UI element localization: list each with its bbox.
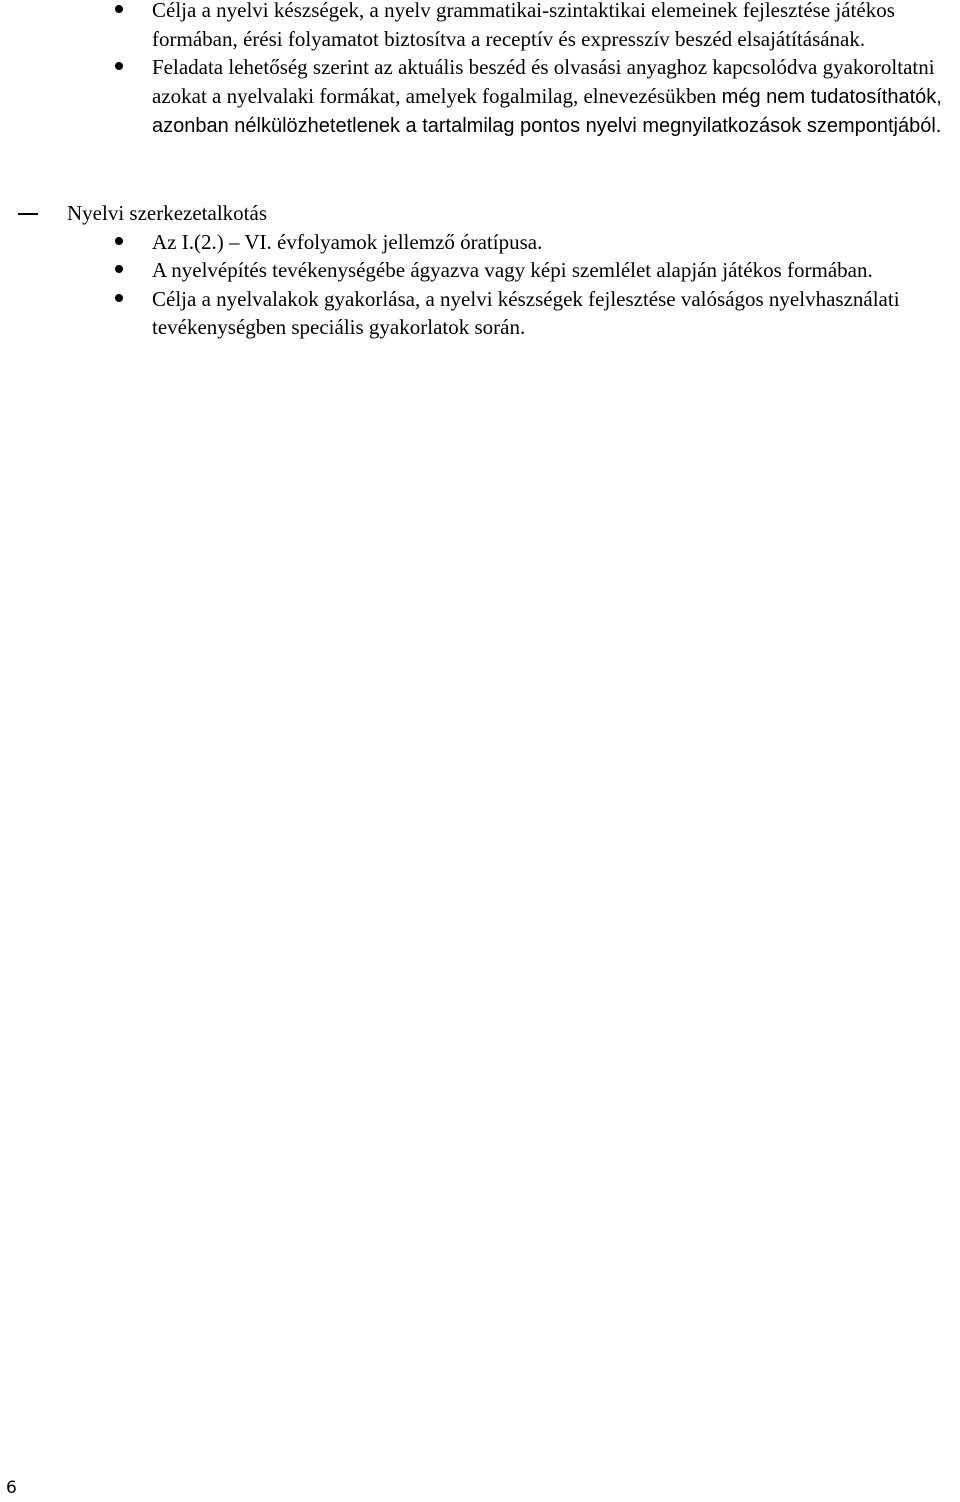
top-bullet-list (0, 0, 942, 141)
list-item-text: Célja a nyelvi készségek, a nyelv grammatikai-szintaktikai elemeinek fejlesztése játékos formában, érési folyamatot biztosítva a receptív és expresszív beszéd elsajátításának. (152, 0, 895, 51)
page-number: 6 (6, 1478, 17, 1498)
section-nyelvi-szerkezetalkotas (0, 199, 942, 342)
list-item-text-continued: még nem tudatosíthatók, azonban nélkülözhetetlenek a tartalmilag pontos nyelvi megnyilatkozások szempontjából. (152, 85, 942, 137)
list-item (0, 0, 942, 53)
dash-icon (18, 213, 38, 215)
bullet-icon (115, 237, 123, 245)
list-item (0, 53, 942, 141)
section-bullet-list (0, 228, 942, 342)
bullet-icon (115, 294, 123, 302)
list-item (0, 256, 942, 285)
section-heading (0, 199, 942, 228)
section-heading-text: Nyelvi szerkezetalkotás (67, 201, 267, 225)
bullet-icon (115, 62, 123, 70)
bullet-icon (115, 265, 123, 273)
bullet-icon (115, 5, 123, 13)
list-item-text: A nyelvépítés tevékenységébe ágyazva vagy képi szemlélet alapján játékos formában. (152, 258, 873, 282)
bullet-list (0, 0, 942, 141)
list-item (0, 228, 942, 257)
list-item-text: Az I.(2.) – VI. évfolyamok jellemző óratípusa. (152, 229, 543, 254)
list-item-text: Feladata lehetőség szerint az aktuális beszéd és olvasási anyaghoz kapcsolódva gyakoroltatni azokat a nyelvalaki formákat, amelyek fogalmilag, elnevezésükben (152, 55, 935, 108)
list-item-text: Célja a nyelvalakok gyakorlása, a nyelvi készségek fejlesztése valóságos nyelvhasználati tevékenységben speciális gyakorlatok során. (152, 286, 900, 339)
list-item (0, 285, 942, 342)
